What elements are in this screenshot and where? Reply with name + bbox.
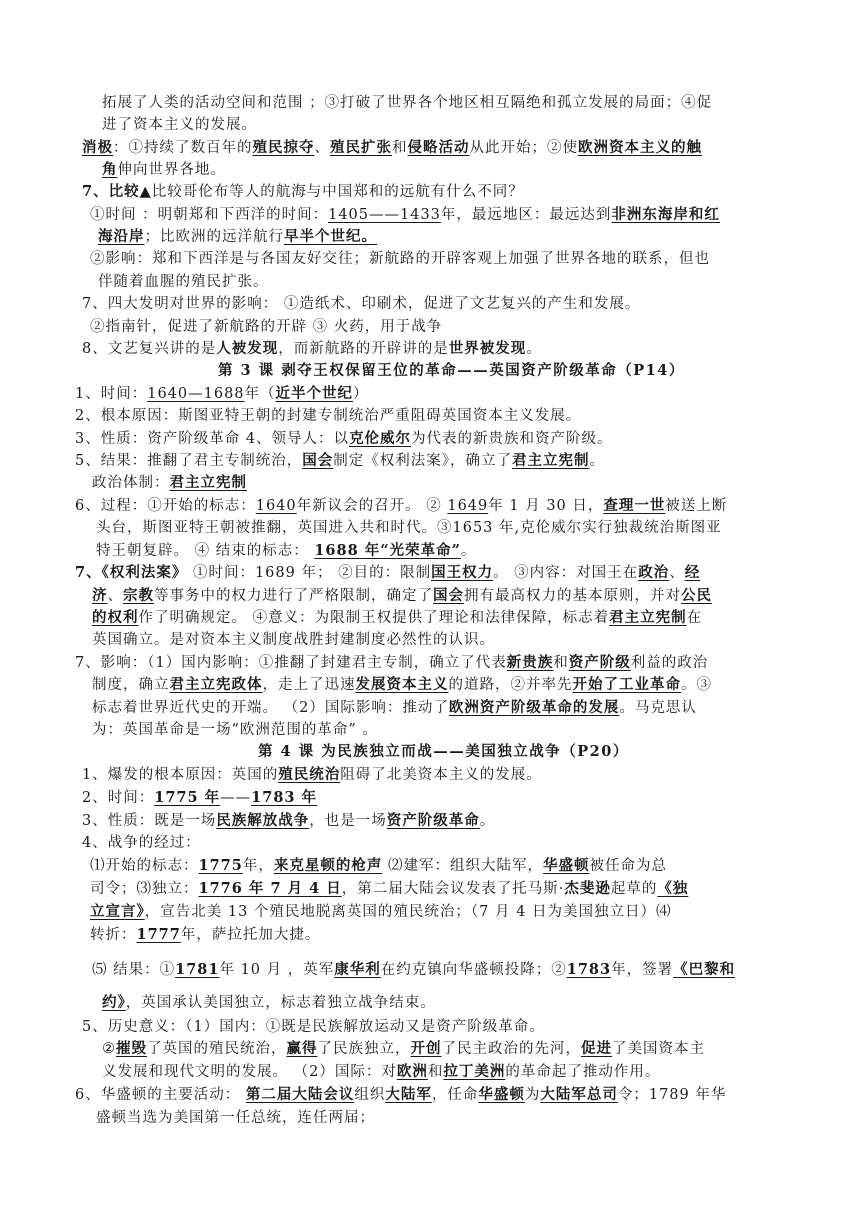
text-run: —— [220,790,252,806]
text-run: 7、《权利法案》 [75,564,188,581]
key-term: 拉丁美洲 [443,1063,506,1080]
key-term: 侵略活动 [407,139,470,156]
text-line [102,993,436,1013]
text-run: 的道路，②并率先 [448,677,573,693]
key-term: 资产阶级 [568,654,631,671]
text-run: 在约克镇向华盛顿投降；② [380,962,567,978]
text-run: 标志着世界近代史的开端。 （2）国际影响：推动了 [92,700,449,716]
key-term: 第二届大陆会议 [245,1086,355,1103]
text-line [82,788,317,808]
key-term: 资产阶级革命 [386,812,480,829]
key-term: 非洲东海岸和红 [611,206,720,223]
text-line [75,496,727,516]
key-term: 民族解放战争 [216,812,310,829]
text-run: 了民主政治的先河， [441,1041,581,1057]
key-term: 康华利 [334,961,381,978]
text-run: 年新议会的召开。 ② [296,498,448,514]
key-term: 《独 [657,880,689,897]
text-run: 为 [524,1087,541,1103]
text-line [98,272,269,292]
key-term: 立宣言》 [90,903,145,920]
text-run: 7、比较▲ [82,183,152,200]
text-line [82,182,524,202]
text-run: 8、文艺复兴讲的是 [82,341,217,357]
text-run: 。 [526,341,542,357]
text-run: 第 4 课 为民族独立而战——美国独立战争（P20） [258,743,629,760]
text-line [96,541,476,561]
text-run: ，任命 [431,1087,479,1103]
text-line [82,811,495,831]
key-term: 的权利 [92,609,139,626]
key-term: 1405——1433 [328,207,441,223]
text-run: 了英国的殖民统治， [147,1041,287,1057]
text-run: 年，萨拉托加大捷。 [180,927,321,943]
key-term: 济 [92,587,108,604]
key-term: 公民 [681,587,712,604]
text-run: 2、时间： [82,790,155,806]
text-run: 人被发现 [216,340,279,357]
key-term: 赢得 [286,1040,318,1057]
text-run: ②影响：郑和下西洋是与各国友好交往；新航路的开辟客观上加强了世界各地的联系，但也 [90,251,710,267]
text-run: 5、结果：推翻了君主专制统治， [75,453,303,469]
text-line [102,160,226,180]
text-run: ，走上了迅速 [262,677,356,693]
text-run: 、 [669,565,685,581]
text-run: 年（ [244,386,276,402]
key-term: 早半个世纪。 [284,228,377,245]
text-line [102,1039,705,1059]
text-run: 7、四大发明对世界的影响： ①造纸术、印刷术，促进了文艺复兴的产生和发展。 [82,296,641,312]
text-run: 。③ [681,677,712,693]
text-run: 的革命起了推动作用。 [505,1064,661,1080]
text-run: 从此开始；②使 [469,140,578,156]
text-line [102,115,257,135]
text-line [82,765,542,785]
text-run: 在 [686,610,703,626]
key-term: 华盛顿 [478,1086,525,1103]
key-term: 查理一世 [603,497,666,514]
text-run: 。马克思认 [619,700,697,716]
key-term: 经 [684,564,701,581]
text-run: ⑴开始的标志： [90,858,199,874]
text-run: 年 10 月 ，英军 [219,962,335,978]
key-term: 来克星顿的枪声 [273,857,383,874]
text-run: 年 1 月 30 日， [488,498,604,514]
text-line [96,518,722,538]
text-line [75,653,708,673]
text-line [90,317,442,337]
text-line [98,227,377,247]
key-term: 1775 年 [154,789,221,806]
text-run: 和 [392,140,408,156]
text-run: 为代表的新贵族和资产阶级。 [411,431,613,447]
text-line [92,630,495,650]
text-line [82,294,640,314]
text-run: ②指南针，促进了新航路的开辟 ③ 火药，用于战争 [90,319,443,335]
key-term: 1783 年 [251,789,318,806]
text-run: 1、时间： [75,386,148,402]
text-run: 杰斐逊 [564,880,611,897]
text-run: ①时间：1689 年； ②目的：限制 [187,565,432,581]
text-run: 6、华盛顿的主要活动： [75,1087,246,1103]
text-run: 拓展了人类的活动空间和范围 ；③打破了世界各个地区相互隔绝和孤立发展的局面；④促 [102,95,713,111]
text-line [92,608,702,628]
text-run: 1、爆发的根本原因：英国的 [82,767,279,783]
key-term: 近半个世纪 [275,385,354,402]
key-term: 新贵族 [506,654,554,671]
text-run: 。 [479,813,496,829]
text-line [75,384,369,404]
key-term: 克伦威尔 [349,430,412,447]
text-run: 组织 [354,1087,386,1103]
text-run: ①时间 ：明朝郑和下西洋的时间： [90,207,329,223]
text-line [82,339,542,359]
text-run: 英国确立。是对资本主义制度战胜封建制度必然性的认识。 [92,632,495,648]
text-line [102,1062,660,1082]
text-line [102,93,712,113]
text-line [82,138,702,158]
text-run: ，也是一场 [309,813,387,829]
key-term: 君主立宪制 [169,474,247,491]
text-run: 3、性质：资产阶级革命 4、领导人：以 [75,431,350,447]
key-term: 1649 [447,498,489,514]
text-line [75,563,700,583]
key-term: 《巴黎和 [673,961,736,978]
text-run: ② [102,1041,116,1057]
text-run: 头台，斯图亚特王朝被推翻，英国进入共和时代。③1653 年,克伦威尔实行独裁统治斯图亚 [96,520,722,536]
lesson-3-title [218,361,685,381]
text-run: 4、战争的经过： [82,835,201,851]
key-term: 1640 [255,498,297,514]
text-line [75,406,581,426]
text-run: ⑸ 结果：① [92,962,176,978]
key-term: 君主立宪制 [511,452,590,469]
key-term: 国会 [433,587,464,604]
text-run: 5、历史意义：（1）国内：①既是民族解放运动又是资产阶级革命。 [82,1019,545,1035]
text-line [92,698,697,718]
text-run: 政治体制： [92,475,170,491]
key-term: 1777 [136,926,181,943]
text-run: ：①持续了数百年的 [113,140,253,156]
text-run: 被送上断 [665,498,728,514]
key-term: 促进 [581,1040,612,1057]
text-line [92,720,378,740]
text-run: ；比欧洲的远洋航行 [144,229,284,245]
key-term: 欧洲资产阶级革命的发展 [448,699,620,716]
text-run: 作了明确规定。 ④意义：为限制王权提供了理论和法律保障，标志着 [138,610,610,626]
text-run: 起草的 [610,881,658,897]
text-run: ，第二届大陆会议发表了托马斯· [341,881,565,897]
text-line [75,1085,726,1105]
key-term: 1640—1688 [147,386,245,402]
text-run: 利益的政治 [630,655,709,671]
text-run: 和 [553,655,569,671]
text-run: 等事务中的权力进行了严格限制，确定了 [154,588,433,604]
text-run: 拥有最高权力的基本原则，并对 [464,588,681,604]
text-line [90,902,671,922]
text-run: 。 [460,543,477,559]
key-term: 海沿岸 [98,228,145,245]
text-run: ，英国承认美国独立，标志着独立战争结束。 [125,995,436,1011]
text-line [92,586,712,606]
key-term: 宗教 [123,587,154,604]
text-run: 伴随着血腥的殖民扩张。 [98,274,269,290]
key-term: 殖民统治 [278,766,341,783]
text-run: 2、根本原因：斯图亚特王朝的封建专制统治严重阻碍英国资本主义发展。 [75,408,582,424]
text-run: 制定《权利法案》，确立了 [333,453,512,469]
key-term: 政治 [638,564,670,581]
text-run: 比较哥伦布等人的航海与中国郑和的远航有什么不同？ [151,184,524,200]
text-run: 义发展和现代文明的发展。 （2）国际：对 [102,1064,397,1080]
text-run: 进了资本主义的发展。 [102,117,257,133]
key-term: 君主立宪政体 [169,676,263,693]
key-term: 国王权力 [431,564,494,581]
text-run: ，宣告北美 13 个殖民地脱离英国的殖民统治；（7 月 4 日为美国独立日）⑷ [144,904,672,920]
key-term: 角 [102,161,118,178]
text-line [82,1017,545,1037]
key-term: 华盛顿 [542,857,590,874]
text-run: 年， [242,858,274,874]
text-run: 被任命为总 [589,858,667,874]
text-line [92,473,247,493]
key-term: 开始了工业革命 [572,676,681,693]
text-run: 特王朝复辟。 ④ 结束的标志： [96,543,315,559]
text-run: 为：英国革命是一场“欧洲范围的革命” 。 [92,722,378,738]
text-run: 3、性质：既是一场 [82,813,217,829]
text-line [75,451,605,471]
text-run: 了美国资本主 [612,1041,705,1057]
text-line [92,675,712,695]
text-run: 制度，确立 [92,677,170,693]
text-run: 、 [107,588,123,604]
key-term: 1688 年“光荣革命” [314,542,461,559]
text-run: 司令；⑶独立： [90,881,199,897]
text-line [90,925,320,945]
text-run: 。 ③内容：对国王在 [493,565,639,581]
text-line [96,1108,375,1128]
text-run: 6、过程：①开始的标志： [75,498,256,514]
text-run: 年，最远地区：最远达到 [440,207,612,223]
text-run: 年，签署 [611,962,674,978]
text-run: 世界被发现 [448,340,527,357]
text-run: 盛顿当选为美国第一任总统，连任两届； [96,1110,375,1126]
text-line [90,856,667,876]
text-run: ⑵建军：组织大陆军， [382,858,543,874]
key-term: 大陆军总司 [540,1086,618,1103]
key-term: 1783 [566,961,612,978]
key-term: 消极 [82,139,113,156]
text-run: ，而新航路的开辟讲的是 [278,341,449,357]
key-term: 1781 [175,961,220,978]
text-run: 第 3 课 剥夺王权保留王位的革命——英国资产阶级革命（P14） [218,362,685,379]
text-run: 和 [427,1064,444,1080]
key-term: 欧洲资本主义的触 [578,139,702,156]
text-run: 。 [589,453,605,469]
key-term: 约》 [102,994,126,1011]
text-line [82,833,201,853]
key-term: 摧毁 [116,1040,147,1057]
key-term: 1775 [198,857,243,874]
text-run: 7、影响：（1）国内影响：①推翻了封建君主专制，确立了代表 [75,655,507,671]
key-term: 大陆军 [385,1086,432,1103]
text-line [90,249,710,269]
key-term: 欧洲 [396,1063,428,1080]
key-term: 殖民扩张 [330,139,392,156]
key-term: 君主立宪制 [609,609,687,626]
key-term: 殖民掠夺 [252,139,315,156]
text-run: 阻碍了北美资本主义的发展。 [340,767,542,783]
key-term: 开创 [410,1040,442,1057]
text-line [75,429,613,449]
key-term: 1776 年 7 月 4 日 [198,880,342,897]
text-run: ） [353,386,369,402]
lesson-4-title [258,742,629,762]
text-run: 令；1789 年华 [617,1087,727,1103]
key-term: 国会 [302,452,334,469]
text-run: 了民族独立， [317,1041,411,1057]
text-line [92,960,735,980]
text-run: 伸向世界各地。 [117,162,226,178]
text-run: 、 [314,140,330,156]
text-run: 转折： [90,927,137,943]
text-line [90,879,688,899]
key-term: 发展资本主义 [355,676,449,693]
text-line [90,205,720,225]
